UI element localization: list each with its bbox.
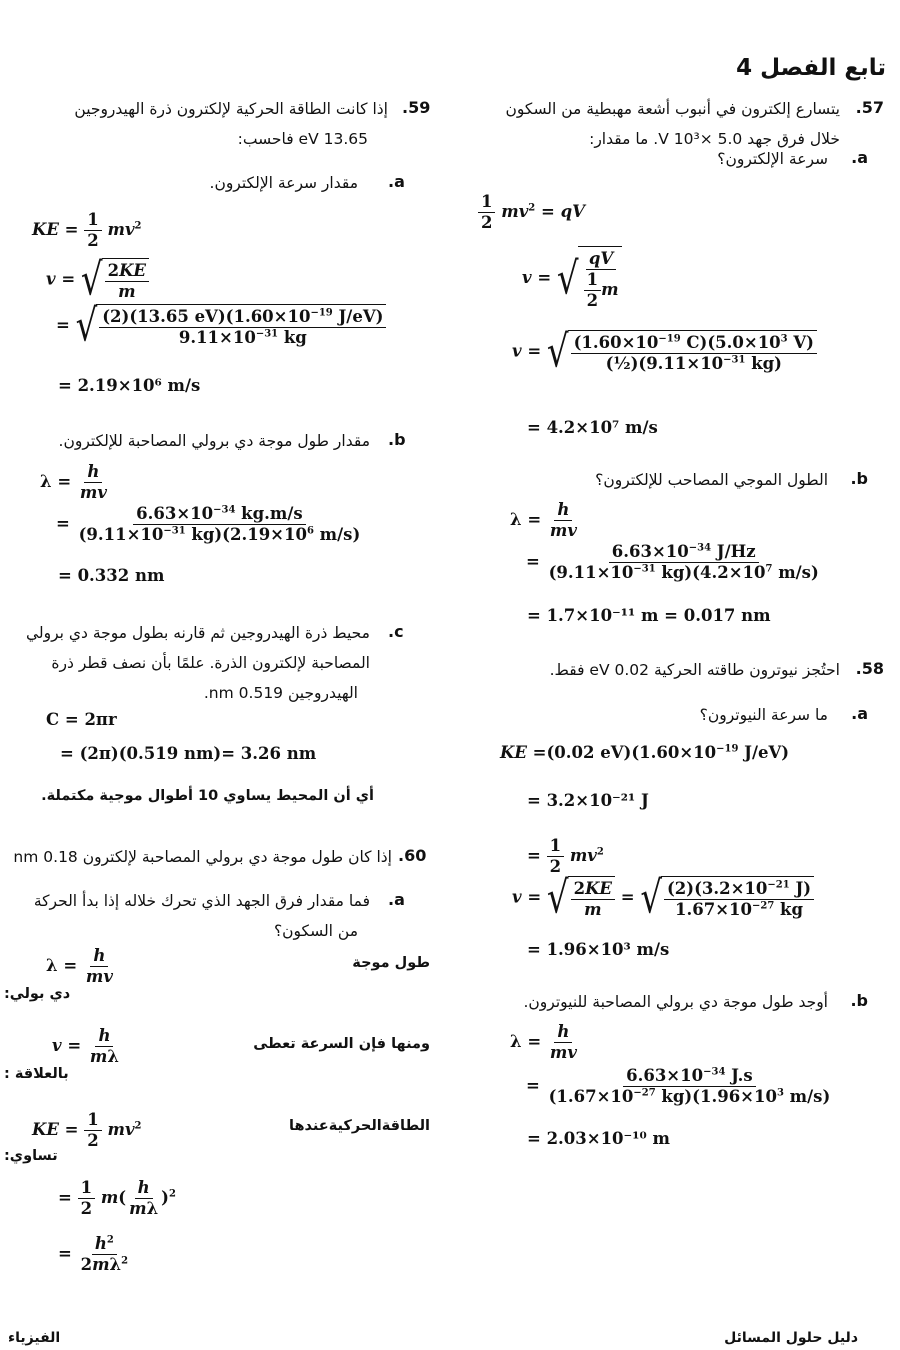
q60-eq-v: v = $\frac{h}{m\lambda}$ (52, 1026, 119, 1066)
q59-v-result: = 2.19×10⁶ m/s (58, 376, 201, 395)
q59-number: .59 (402, 98, 431, 117)
q58-ke-result: = 3.2×10⁻²¹ J (527, 791, 649, 810)
q57-eq-lambda-values: = $\frac{6.63\times 10^{-34} J/Hz}{(9.11\times 10^{-31} kg)(4.2\times 10^7 m/s)}$ (526, 542, 819, 582)
q59-b-label: .b (388, 430, 406, 449)
q60-eq-ke-substituted: = $\frac{1}{2}$ m( $\frac{h}{m\lambda}$ )$^2$ (58, 1178, 176, 1218)
chapter-title: تابع الفصل 4 (736, 55, 886, 81)
q57-number: .57 (855, 98, 884, 117)
q58-text: احتُجز نيوترون طاقته الحركية 0.02 eV فقط. (549, 661, 840, 679)
q57-eq-lambda: λ = $\frac{h}{mv}$ (510, 500, 577, 540)
q57-v-result: = 4.2×10⁷ m/s (527, 418, 658, 437)
q59-eq-v-sqrt: v = √ $\frac{2KE}{m}$ (46, 258, 149, 302)
q59-eq-v-values: = √ $\frac{(2)(13.65 eV)(1.60\times 10^{-19} J/eV)}{9.11\times 10^{-31} kg}$ (56, 304, 386, 348)
q57-b-label: .b (850, 469, 868, 488)
q59-b-text: مقدار طول موجة دي برولي المصاحبة للإلكترون. (58, 432, 370, 450)
q60-label-ke-2: تساوي: (4, 1148, 58, 1164)
q60-label-speed-2: بالعلاقة : (4, 1066, 69, 1082)
q57-lambda-result: = 1.7×10⁻¹¹ m = 0.017 nm (527, 606, 771, 625)
q58-b-text: أوجد طول موجة دي برولي المصاحبة للنيوترون. (523, 993, 828, 1011)
q57-a-label: .a (851, 148, 868, 167)
q59-a-label: .a (388, 172, 405, 191)
q57-eq-energy: $\frac{1}{2}$ $mv^2$ = qV (478, 192, 585, 233)
q59-c-text-line1: محيط ذرة الهيدروجين ثم قارنه بطول موجة دي برولي (25, 624, 370, 642)
q59-lambda-result: = 0.332 nm (58, 566, 165, 585)
q60-label-speed-1: ومنها فإن السرعة تعطى (253, 1036, 430, 1052)
q59-c-label: .c (388, 622, 404, 641)
q58-eq-ke: KE =(0.02 $eV)(1.60\times 10^{-19}$ J/eV) (500, 743, 790, 762)
footer-guide-title: دليل حلول المسائل (724, 1330, 858, 1346)
q59-c-result: = (2π)(0.519 nm)= 3.26 nm (60, 744, 317, 763)
q59-a-text: مقدار سرعة الإلكترون. (209, 174, 358, 192)
q59-c-text-line2: المصاحبة لإلكترون الذرة. علمًا بأن نصف قطر ذرة (51, 654, 370, 672)
q60-number: .60 (398, 846, 427, 865)
q60-eq-ke-result: = $\frac{h^2}{2m\lambda^2}$ (58, 1234, 129, 1274)
q57-text-line2: خلال فرق جهد 5.0 ×10³ V. ما مقدار: (589, 130, 840, 148)
q58-a-text: ما سرعة النيوترون؟ (699, 706, 828, 724)
q58-a-label: .a (851, 704, 868, 723)
q59-text-line2: 13.65 eV فاحسب: (237, 130, 368, 148)
q59-eq-lambda: λ = $\frac{h}{mv}$ (40, 462, 107, 502)
q59-c-formula: C = 2πr (46, 710, 117, 729)
q60-a-label: .a (388, 890, 405, 909)
q58-number: .58 (855, 659, 884, 678)
q58-eq-lambda-values: = $\frac{6.63\times 10^{-34} J.s}{(1.67\times 10^{-27} kg)(1.96\times 10^3 m/s)}$ (526, 1066, 831, 1106)
q57-text-line1: يتسارع إلكترون في أنبوب أشعة مهبطية من السكون (505, 100, 840, 118)
q59-text-line1: إذا كانت الطاقة الحركية لإلكترون ذرة الهيدروجين (74, 100, 388, 118)
q58-b-label: .b (850, 991, 868, 1010)
q57-b-text: الطول الموجي المصاحب للإلكترون؟ (595, 471, 828, 489)
q57-a-text: سرعة الإلكترون؟ (717, 150, 828, 168)
q59-c-text-line3: الهيدروجين 0.519 nm. (203, 684, 358, 702)
q60-text: إذا كان طول موجة دي برولي المصاحبة لإلكترون 0.18 nm (13, 848, 392, 866)
q57-eq-v-sqrt: v = √ qV $\frac{1}{2}$ m (522, 246, 622, 311)
q60-eq-ke: KE = $\frac{1}{2}$ $mv^2$ (32, 1110, 142, 1150)
q59-eq-ke: KE = $\frac{1}{2}$ $mv^2$ (32, 210, 142, 250)
q60-label-wave-2: دي بولي: (4, 986, 71, 1002)
q58-eq-lambda: λ = $\frac{h}{mv}$ (510, 1022, 577, 1062)
q58-lambda-result: = 2.03×10⁻¹⁰ m (527, 1129, 670, 1148)
q57-eq-v-values: v = √ $\frac{(1.60\times 10^{-19} C)(5.0\times 10^3 V)}{(\frac{1}{2})(9.11\times 10^{-31} kg)}$ (512, 330, 817, 374)
q60-label-ke-1: الطاقةالحركيةعندها (289, 1118, 430, 1134)
q58-eq-ke-formula: = $\frac{1}{2}$ $mv^2$ (527, 836, 604, 876)
footer-subject: الفيزياء (8, 1330, 61, 1346)
q59-eq-lambda-values: = $\frac{6.63\times 10^{-34} kg.m/s}{(9.11\times 10^{-31} kg)(2.19\times 10^6 m/s)}$ (56, 504, 361, 544)
q59-conclusion: أي أن المحيط يساوي 10 أطوال موجية مكتملة. (41, 788, 374, 804)
q60-label-wave-1: طول موجة (352, 955, 430, 971)
q60-a-text-line1: فما مقدار فرق الجهد الذي تحرك خلاله إذا بدأ الحركة (33, 892, 370, 910)
q58-eq-v-values: v = √ $\frac{2KE}{m}$ = √ $\frac{(2)(3.2\times 10^{-21} J)}{1.67\times 10^{-27} kg}$ (512, 876, 814, 920)
q60-a-text-line2: من السكون؟ (273, 922, 358, 940)
q60-eq-lambda: λ = $\frac{h}{mv}$ (46, 946, 113, 986)
q58-v-result: = 1.96×10³ m/s (527, 940, 670, 959)
